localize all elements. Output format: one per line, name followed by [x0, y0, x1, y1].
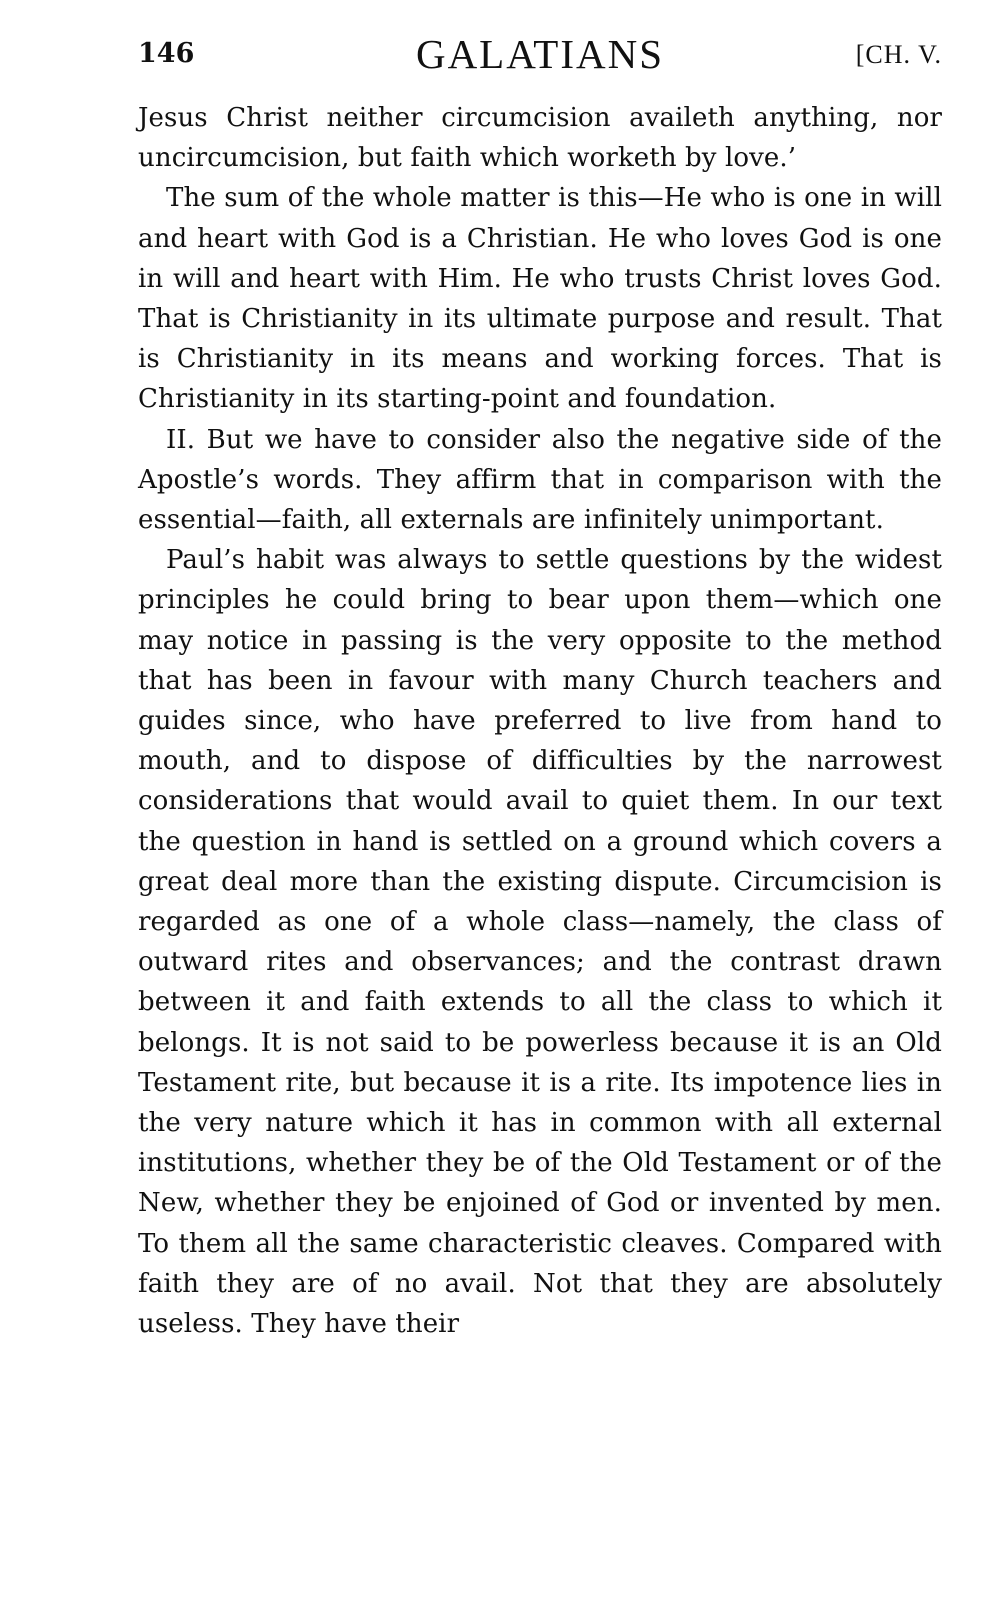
- paragraph-sum-of-matter: The sum of the whole matter is this—He who is one in will and heart with God is a Christian. He who loves God is one in will and heart with Him. He who trusts Christ loves God. That is Christianity in its ultimate purpose and result. That is Christianity in its means and working forces. That is Christianity in its starting-point and foundation.: [138, 183, 942, 415]
- paragraph-pauls-habit: Paul’s habit was always to settle questions by the widest principles he could bring to bear upon them—which one may notice in passing is the very opposite to the method that has been in favour with many Church teachers and guides since, who have preferred to live from hand to mouth, and to dispose of difficulties by the narrowest considerations that would avail to quiet them. In our text the question in hand is settled on a ground which covers a great deal more than the existing dispute. Circumcision is regarded as one of a whole class—namely, the class of outward rites and observances; and the contrast drawn between it and faith extends to all the class to which it belongs. It is not said to be powerless because it is an Old Testament rite, but because it is a rite. Its impotence lies in the very nature which it has in common with all external institutions, whether they be of the Old Testament or of the New, whether they be enjoined of God or invented by men. To them all the same characteristic cleaves. Compared with faith they are of no avail. Not that they are absolutely useless. They have their: [138, 545, 942, 1340]
- paragraph-negative-side: II. But we have to consider also the negative side of the Apostle’s words. They affirm that in comparison with the essential—faith, all externals are infinitely unimportant.: [138, 424, 942, 536]
- book-page: [138, 30, 942, 1344]
- page-number: 146: [138, 38, 195, 69]
- chapter-reference: [CH. V.: [855, 40, 942, 69]
- book-title: GALATIANS: [415, 31, 665, 77]
- paragraph-continuation: Jesus Christ neither circumcision availeth anything, nor uncircumcision, but faith which worketh by love.’: [138, 103, 942, 174]
- body-text: [138, 98, 942, 1344]
- running-head: [138, 30, 942, 80]
